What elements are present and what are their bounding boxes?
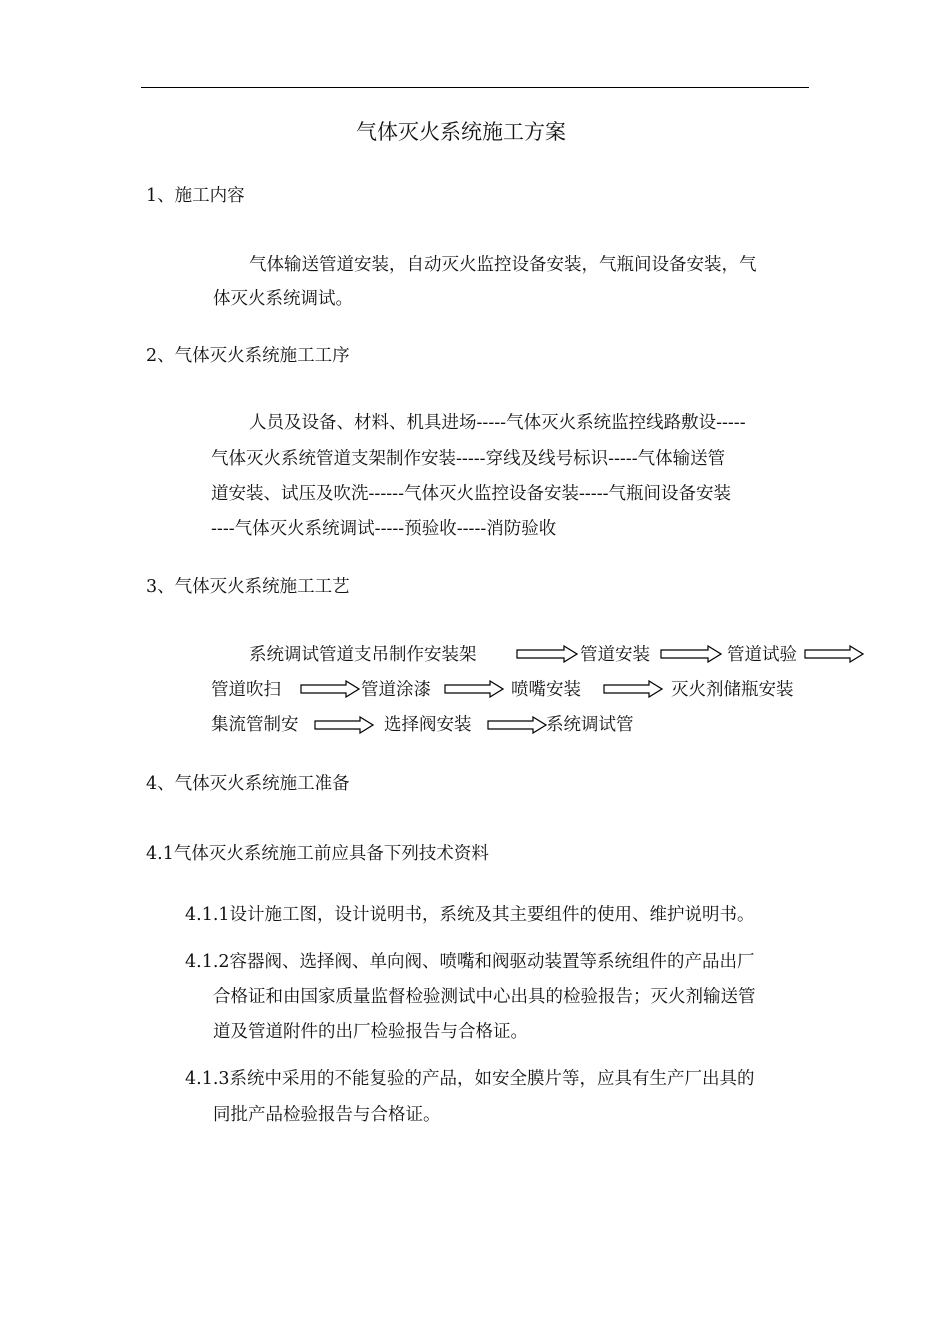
- item-4-1-2-line-2: 合格证和由国家质量监督检验测试中心出具的检验报告；灭火剂输送管: [213, 987, 756, 1007]
- section-1-line-1: 气体输送管道安装，自动灭火监控设备安装，气瓶间设备安装，气: [249, 255, 757, 275]
- section-2-line-3: 道安装、试压及吹洗------气体灭火监控设备安装-----气瓶间设备安装: [211, 484, 732, 504]
- flow-step: 灭火剂储瓶安装: [671, 680, 794, 700]
- section-2-line-2: 气体灭火系统管道支架制作安装-----穿线及线号标识-----气体输送管: [211, 449, 726, 469]
- flow-step: 喷嘴安装: [511, 680, 581, 700]
- header-rule: [141, 87, 809, 88]
- flow-step: 管道涂漆: [361, 680, 431, 700]
- item-4-1-3-line-1: 4.1.3系统中采用的不能复验的产品，如安全膜片等，应具有生产厂出具的: [185, 1069, 755, 1089]
- flow-step: 管道试验: [727, 645, 797, 665]
- flow-arrow-icon: [487, 716, 547, 734]
- section-2-line-4: ----气体灭火系统调试-----预验收-----消防验收: [211, 519, 557, 539]
- flow-step: 系统调试管: [546, 715, 634, 735]
- flow-step: 管道安装: [580, 645, 650, 665]
- flow-arrow-icon: [314, 716, 374, 734]
- section-4-subheading: 4.1气体灭火系统施工前应具备下列技术资料: [146, 844, 489, 864]
- flow-arrow-icon: [804, 645, 864, 663]
- item-4-1-3-line-2: 同批产品检验报告与合格证。: [213, 1105, 441, 1125]
- section-heading-3: 3、气体灭火系统施工工艺: [146, 577, 350, 597]
- item-4-1-2-line-1: 4.1.2容器阀、选择阀、单向阀、喷嘴和阀驱动装置等系统组件的产品出厂: [185, 952, 755, 972]
- section-heading-2: 2、气体灭火系统施工工序: [146, 346, 350, 366]
- flow-arrow-icon: [603, 680, 663, 698]
- flow-arrow-icon: [516, 645, 578, 663]
- section-heading-4: 4、气体灭火系统施工准备: [146, 774, 350, 794]
- flow-step: 集流管制安: [211, 715, 299, 735]
- flow-step: 选择阀安装: [384, 715, 472, 735]
- flow-arrow-icon: [444, 680, 504, 698]
- section-1-line-2: 体灭火系统调试。: [213, 289, 353, 309]
- section-heading-1: 1、施工内容: [146, 186, 245, 206]
- section-2-line-1: 人员及设备、材料、机具进场-----气体灭火系统监控线路敷设-----: [249, 413, 746, 433]
- flow-step: 系统调试管道支吊制作安装架: [249, 645, 477, 665]
- flow-arrow-icon: [660, 645, 722, 663]
- item-4-1-2-line-3: 道及管道附件的出厂检验报告与合格证。: [213, 1022, 528, 1042]
- flow-step: 管道吹扫: [211, 680, 281, 700]
- flow-arrow-icon: [300, 680, 360, 698]
- item-4-1-1-line-1: 4.1.1设计施工图，设计说明书，系统及其主要组件的使用、维护说明书。: [185, 905, 755, 925]
- document-title: 气体灭火系统施工方案: [356, 120, 566, 144]
